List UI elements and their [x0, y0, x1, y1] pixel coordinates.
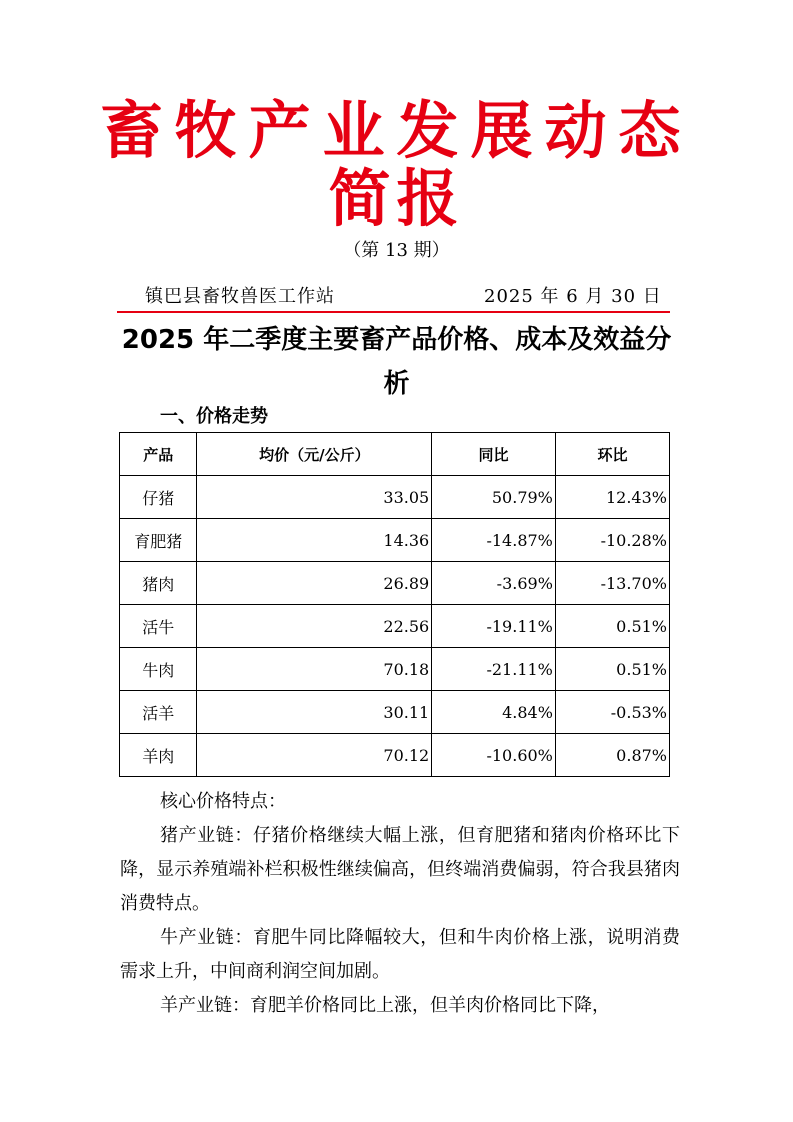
- cell-price: 70.12: [197, 734, 432, 777]
- cell-mom: -0.53%: [555, 691, 669, 734]
- header-product: 产品: [120, 433, 197, 476]
- body-text: [120, 785, 680, 1023]
- section-heading-price-trend: 一、价格走势: [160, 406, 268, 427]
- cell-yoy: -3.69%: [432, 562, 556, 605]
- cell-price: 70.18: [197, 648, 432, 691]
- issuer-name: 镇巴县畜牧兽医工作站: [145, 286, 335, 307]
- masthead-title-line2: 简报: [328, 162, 465, 235]
- cell-mom: -13.70%: [555, 562, 669, 605]
- article-headline: 2025 年二季度主要畜产品价格、成本及效益分析: [121, 325, 672, 399]
- issue-date: 2025 年 6 月 30 日: [484, 286, 662, 307]
- cell-mom: -10.28%: [555, 519, 669, 562]
- cell-price: 30.11: [197, 691, 432, 734]
- table-row: [120, 648, 670, 691]
- cell-mom: 0.51%: [555, 648, 669, 691]
- cell-product: 活牛: [120, 605, 197, 648]
- cell-price: 22.56: [197, 605, 432, 648]
- cell-product: 仔猪: [120, 476, 197, 519]
- header-mom: 环比: [555, 433, 669, 476]
- cell-mom: 12.43%: [555, 476, 669, 519]
- issue-number: （第 13 期）: [343, 240, 450, 261]
- cell-price: 26.89: [197, 562, 432, 605]
- header-price: 均价（元/公斤）: [197, 433, 432, 476]
- masthead-divider: [117, 311, 670, 313]
- table-row: [120, 734, 670, 777]
- paragraph-cattle-chain: 牛产业链：育肥牛同比降幅较大，但和牛肉价格上涨，说明消费需求上升，中间商利润空间加剧。: [120, 927, 680, 982]
- cell-yoy: -19.11%: [432, 605, 556, 648]
- cell-product: 育肥猪: [120, 519, 197, 562]
- table-row: [120, 562, 670, 605]
- masthead-title-line1: 畜牧产业发展动态: [100, 94, 693, 167]
- cell-product: 牛肉: [120, 648, 197, 691]
- cell-product: 活羊: [120, 691, 197, 734]
- cell-product: 羊肉: [120, 734, 197, 777]
- cell-price: 14.36: [197, 519, 432, 562]
- cell-yoy: -21.11%: [432, 648, 556, 691]
- cell-product: 猪肉: [120, 562, 197, 605]
- table-row: [120, 691, 670, 734]
- table-row: [120, 519, 670, 562]
- price-table: [119, 432, 670, 777]
- table-header-row: [120, 433, 670, 476]
- cell-yoy: 50.79%: [432, 476, 556, 519]
- header-yoy: 同比: [432, 433, 556, 476]
- cell-mom: 0.87%: [555, 734, 669, 777]
- cell-price: 33.05: [197, 476, 432, 519]
- table-row: [120, 605, 670, 648]
- paragraph-core-features: 核心价格特点：: [160, 791, 286, 812]
- cell-yoy: -10.60%: [432, 734, 556, 777]
- cell-mom: 0.51%: [555, 605, 669, 648]
- paragraph-pig-chain: 猪产业链：仔猪价格继续大幅上涨，但育肥猪和猪肉价格环比下降，显示养殖端补栏积极性继续偏高，但终端消费偏弱，符合我县猪肉消费特点。: [120, 825, 680, 914]
- cell-yoy: -14.87%: [432, 519, 556, 562]
- cell-yoy: 4.84%: [432, 691, 556, 734]
- table-row: [120, 476, 670, 519]
- paragraph-sheep-chain: 羊产业链：育肥羊价格同比上涨，但羊肉价格同比下降，: [160, 995, 610, 1016]
